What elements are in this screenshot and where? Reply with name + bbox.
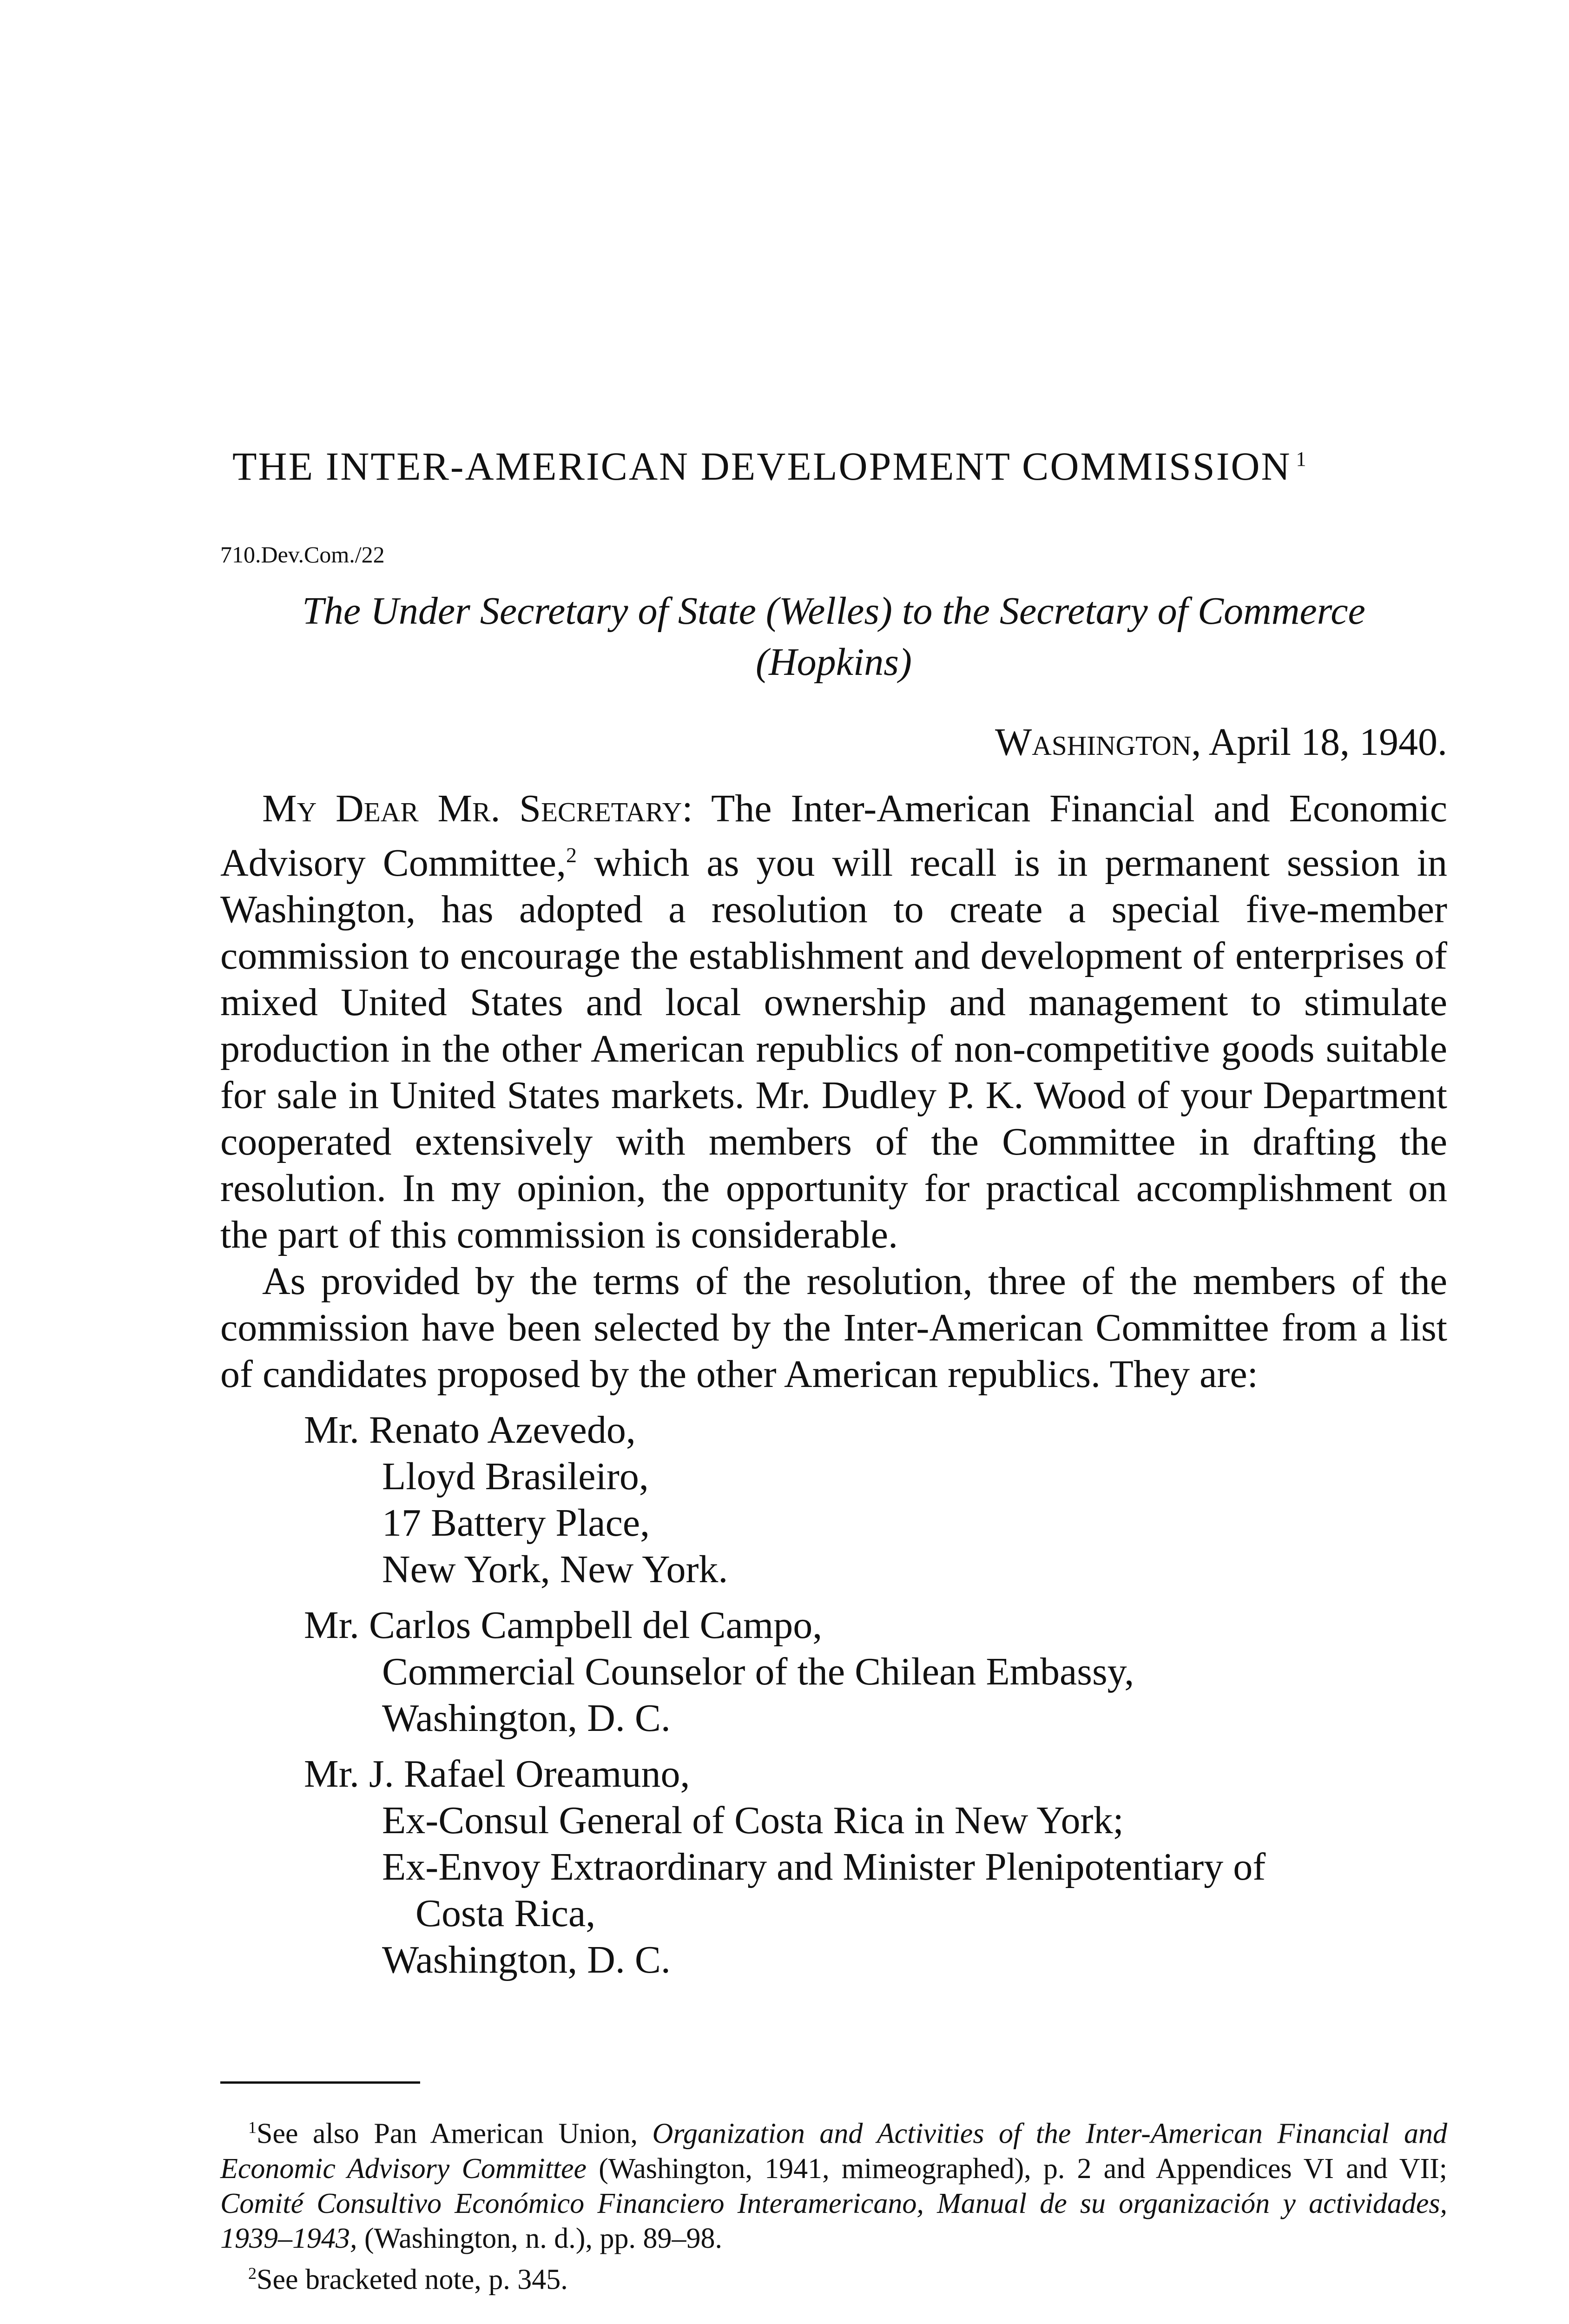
footnote-2 [220, 2256, 1447, 2298]
paragraph-1-part-2: which as you will recall is in permanent session in Washington, has adopted a resolution to create a special five-member commission to encourage the establishment and development of enterprises of mixed United States and local ownership and management to stimulate production in the other American republics of non-competitive goods suitable for sale in United States markets. Mr. Dudley P. K. Wood of your Department cooperated extensively with members of the Committee in drafting the resolution. In my opinion, the opportunity for practical accomplishment on the part of this commission is considerable. [220, 841, 1447, 1256]
footnotes [220, 2110, 1447, 2297]
member-address-3 [220, 1751, 1447, 1983]
address-line: Costa Rica, [415, 1892, 596, 1935]
document-title [220, 586, 1447, 688]
dateline-place: Washington [995, 720, 1192, 764]
address-line: Ex-Consul General of Costa Rica in New York; [382, 1799, 1124, 1842]
address-line: Washington, D. C. [382, 1697, 671, 1740]
address-line: 17 Battery Place, [382, 1501, 650, 1545]
paragraph-1: My Dear Mr. Secretary: The Inter-American Financial and Economic Advisory Committee,$^2$ which as you will recall is in permanent session in Washington, has adopted a resolution to create a special five-member commission to encourage the establishment and development of enterprises of mixed United States and local ownership and management to stimulate production in the other American republics of non-competitive goods suitable for sale in United States markets. Mr. Dudley P. K. Wood of your Department cooperated extensively with members of the Committee in drafting the resolution. In my opinion, the opportunity for practical accomplishment on the part of this commission is considerable. [220, 787, 1447, 1256]
document-title-line-1: The Under Secretary of State (Welles) to the Secretary of Commerce [302, 589, 1365, 633]
section-heading [232, 444, 1487, 489]
document-title-line-2: (Hopkins) [756, 640, 912, 684]
footnote-1 [220, 2110, 1447, 2256]
member-address-1 [220, 1407, 1447, 1593]
footnote-divider [220, 2081, 420, 2084]
paragraph-2: As provided by the terms of the resolution, three of the members of the commission have been selected by the Inter-American Committee from a list of candidates proposed by the other American republics. They are: [220, 1260, 1447, 1396]
member-name: Mr. J. Rafael Oreamuno, [304, 1752, 690, 1796]
letter-body [220, 786, 1447, 1983]
address-line: Ex-Envoy Extraordinary and Minister Plenipotentiary of [382, 1845, 1266, 1888]
footnote-mark-2[interactable]: 2 [566, 843, 577, 867]
member-name: Mr. Carlos Campbell del Campo, [304, 1604, 823, 1647]
footnote-1-text: (Washington, n. d.), pp. 89–98. [357, 2222, 722, 2254]
address-line: Washington, D. C. [382, 1938, 671, 1981]
address-line: New York, New York. [382, 1548, 728, 1591]
footnote-1-title: Comité Consultivo Económico Financiero Interamericano, Manual de su organización y actividades, 1939–1943, [220, 2187, 1447, 2254]
dateline: Washington, April 18, 1940. [995, 720, 1447, 764]
address-line: Lloyd Brasileiro, [382, 1455, 649, 1498]
file-reference: 710.Dev.Com./22 [220, 541, 385, 568]
heading-title: THE INTER-AMERICAN DEVELOPMENT COMMISSION [232, 444, 1292, 489]
footnote-1-mark: 1 [248, 2118, 257, 2137]
footnote-2-text: See bracketed note, p. 345. [257, 2264, 568, 2296]
dateline-date: April 18, 1940. [1208, 720, 1447, 764]
footnote-1-title: Organization and Activities of the Inter-American Financial and Economic Advisory Committee [220, 2118, 1447, 2185]
heading-footnote-mark[interactable]: 1 [1296, 448, 1308, 471]
footnote-1-text: (Washington, 1941, mimeographed), p. 2 and Appendices VI and VII; [587, 2152, 1447, 2185]
address-line: Commercial Counselor of the Chilean Embassy, [382, 1650, 1134, 1693]
salutation: My Dear Mr. Secretary [262, 787, 682, 830]
member-address-2 [220, 1602, 1447, 1742]
footnote-2-mark: 2 [248, 2264, 257, 2283]
footnote-1-text: See also Pan American Union, [257, 2118, 653, 2150]
paragraph-1-part-1: The Inter-American Financial and Economic Advisory Committee, [220, 787, 1447, 885]
member-name: Mr. Renato Azevedo, [304, 1408, 636, 1452]
